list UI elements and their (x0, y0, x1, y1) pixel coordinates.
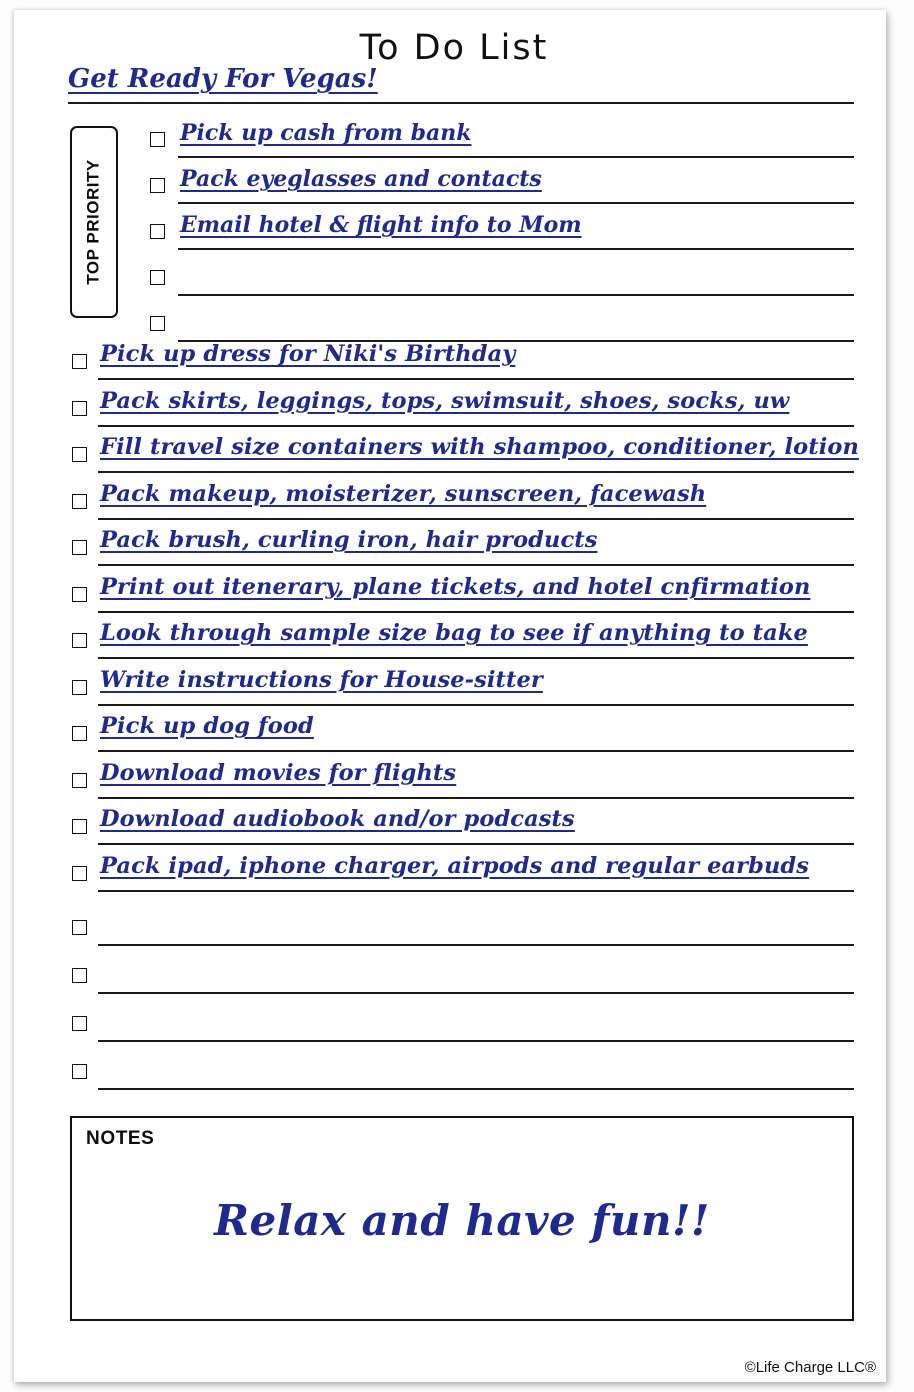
write-line (98, 843, 854, 845)
task-row[interactable] (54, 668, 854, 715)
write-line (98, 797, 854, 799)
write-line (98, 1088, 854, 1090)
task-row[interactable] (54, 389, 854, 436)
checkbox-icon[interactable] (72, 680, 87, 695)
write-line (178, 202, 854, 204)
task-label[interactable]: Pick up dress for Niki's Birthday (100, 341, 516, 367)
checkbox-icon[interactable] (72, 540, 87, 555)
task-list (54, 341, 859, 900)
task-label[interactable]: Download audiobook and/or podcasts (100, 806, 575, 832)
task-row[interactable] (54, 342, 854, 389)
checkbox-icon[interactable] (72, 494, 87, 509)
write-line (98, 471, 854, 473)
subject-text[interactable]: Get Ready For Vegas! (68, 64, 378, 94)
checkbox-icon[interactable] (72, 773, 87, 788)
top-priority-label-text: TOP PRIORITY (84, 159, 103, 285)
copyright-footer: ©Life Charge LLC® (744, 1359, 876, 1376)
task-row[interactable] (54, 482, 854, 529)
notes-section[interactable] (70, 1116, 854, 1321)
task-label[interactable]: Pick up dog food (100, 713, 314, 739)
blank-task-row[interactable] (54, 1002, 854, 1050)
write-line (98, 657, 854, 659)
task-row[interactable] (54, 714, 854, 761)
checkbox-icon[interactable] (72, 401, 87, 416)
task-label[interactable]: Pack skirts, leggings, tops, swimsuit, shoes, socks, uw (100, 387, 790, 414)
checkbox-icon[interactable] (72, 819, 87, 834)
checkbox-icon[interactable] (72, 447, 87, 462)
checkbox-icon[interactable] (72, 587, 87, 602)
subject-rule (68, 102, 854, 104)
sheet-content (54, 28, 859, 1321)
write-line (98, 564, 854, 566)
priority-row[interactable] (150, 212, 854, 258)
checkbox-icon[interactable] (150, 224, 165, 239)
write-line (98, 611, 854, 613)
write-line (178, 248, 854, 250)
notes-message[interactable]: Relax and have fun!! (214, 1196, 710, 1245)
priority-row[interactable] (150, 258, 854, 304)
page-title: To Do List (359, 28, 549, 68)
checkbox-icon[interactable] (150, 178, 165, 193)
task-label[interactable]: Write instructions for House-sitter (100, 666, 543, 693)
checkbox-icon[interactable] (72, 920, 87, 935)
top-priority-label (70, 126, 118, 318)
checkbox-icon[interactable] (72, 726, 87, 741)
task-label[interactable]: Print out itenerary, plane tickets, and hotel cnfirmation (100, 573, 811, 600)
checkbox-icon[interactable] (72, 354, 87, 369)
priority-item-label[interactable]: Pick up cash from bank (180, 120, 472, 146)
blank-task-row[interactable] (54, 954, 854, 1002)
task-label[interactable]: Pack brush, curling iron, hair products (100, 527, 598, 553)
task-row[interactable] (54, 761, 854, 808)
todo-list-sheet (14, 10, 886, 1382)
priority-row[interactable] (150, 120, 854, 166)
checkbox-icon[interactable] (150, 316, 165, 331)
checkbox-icon[interactable] (150, 270, 165, 285)
blank-task-row[interactable] (54, 906, 854, 954)
checkbox-icon[interactable] (72, 633, 87, 648)
write-line (98, 378, 854, 380)
task-row[interactable] (54, 854, 854, 901)
task-label[interactable]: Download movies for flights (100, 759, 457, 786)
task-row[interactable] (54, 621, 854, 668)
task-row[interactable] (54, 575, 854, 622)
write-line (98, 750, 854, 752)
write-line (98, 518, 854, 520)
checkbox-icon[interactable] (72, 968, 87, 983)
top-priority-section (54, 120, 854, 340)
checkbox-icon[interactable] (150, 132, 165, 147)
task-row[interactable] (54, 528, 854, 575)
priority-item-label[interactable]: Pack eyeglasses and contacts (180, 166, 542, 192)
write-line (178, 156, 854, 158)
task-row[interactable] (54, 807, 854, 854)
write-line (98, 704, 854, 706)
checkbox-icon[interactable] (72, 1064, 87, 1079)
checkbox-icon[interactable] (72, 866, 87, 881)
write-line (98, 890, 854, 892)
write-line (178, 294, 854, 296)
write-line (98, 425, 854, 427)
write-line (98, 1040, 854, 1042)
blank-task-row[interactable] (54, 1050, 854, 1098)
task-row[interactable] (54, 434, 859, 482)
write-line (98, 944, 854, 946)
top-priority-rows (150, 120, 854, 350)
notes-label: NOTES (86, 1128, 155, 1149)
priority-item-label[interactable]: Email hotel & flight info to Mom (180, 212, 582, 238)
subject-row (54, 64, 854, 104)
write-line (98, 992, 854, 994)
task-label[interactable]: Pack ipad, iphone charger, airpods and regular earbuds (100, 852, 810, 879)
task-label[interactable]: Look through sample size bag to see if anything to take (100, 620, 808, 646)
checkbox-icon[interactable] (72, 1016, 87, 1031)
blank-task-list (54, 906, 854, 1098)
task-label[interactable]: Pack makeup, moisterizer, sunscreen, facewash (100, 480, 707, 507)
priority-row[interactable] (150, 166, 854, 212)
task-label[interactable]: Fill travel size containers with shampoo, conditioner, lotion (100, 434, 859, 460)
